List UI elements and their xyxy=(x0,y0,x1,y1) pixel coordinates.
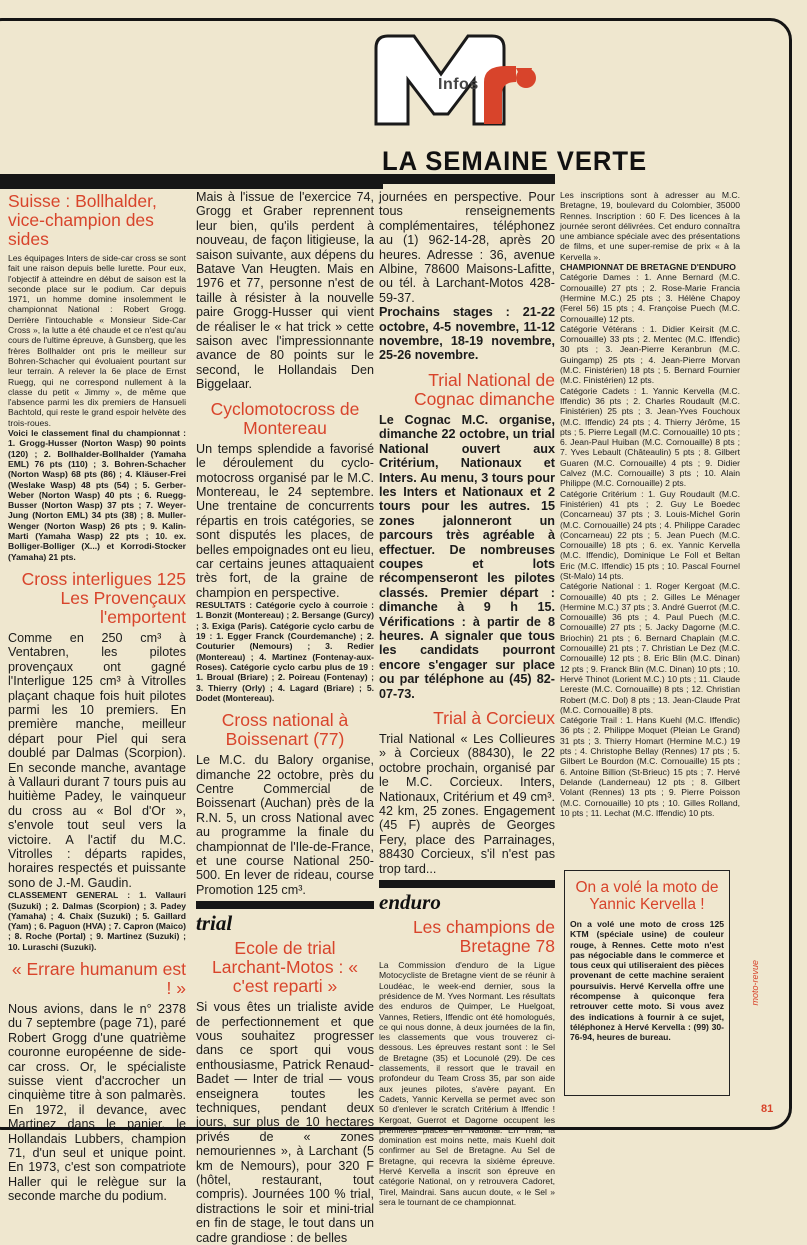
section-heading: enduro xyxy=(379,880,555,915)
results-trail: Catégorie Trail : 1. Hans Kuehl (M.C. Iffendic) 36 pts ; 2. Philippe Moquet (Pleian Le Grand) 31 pts ; 3. Thierry Homart (Hermine M.C.) 19 pts ; 4. Christophe Bellay (Rennes) 17 pts ; 5. Gilbert Le Bourdon (M.C. Cornouaille) 15 pts ; 6. Antoine Billion (St-Brieuc) 15 pts ; 7. Hervé Delande (Landerneau) 12 pts ; 8. Gilbert Volant (Rennes) 13 pts ; 9. Pierre Poisson (M.C. Cornouaille) 10 pts ; 10. Gilles Rolland, 10 pts ; 11. Lechat (M.C. Iffendic) 10 pts. xyxy=(560,715,740,818)
championship-title: CHAMPIONNAT DE BRETAGNE D'ENDURO xyxy=(560,262,736,273)
column-1 xyxy=(8,190,186,1204)
article-title: Suisse : Bollhalder, vice-champion des sides xyxy=(8,191,157,249)
results-list: CLASSEMENT GENERAL : 1. Vallauri (Suzuki) ; 2. Dalmas (Scorpion) ; 3. Padey (Yamaha) ; 4. Chaix (Suzuki) ; 5. Gaillard (Yam) ; 6. Paguon (HVA) ; 7. Capron (Maico) ; 8. Roche (Portal) ; 9. Martinez (Suzuki) ; 10. Luraschi (Suzuki). xyxy=(8,890,186,952)
page-number: 81 xyxy=(761,1103,774,1115)
article-title: Les champions de Bretagne 78 xyxy=(412,917,555,957)
results-cadets: Catégorie Cadets : 1. Yannic Kervella (M.C. Iffendic) 36 pts ; 2. Charles Roudault (M.C. Finistérien) 25 pts ; 3. Jean-Yves Fouchoux (M.C. Iffendic) 24 pts ; 4. Thierry Jérôme, 15 pts ; 5. Pierre Legall (M.C. Cornouaille) 10 pts ; 6. Jean-Paul Huiban (M.C. Cornouaille) 8 pts ; 7. Yves Lebault (Châteaulin) 5 pts ; 8. Gilbert Guaren (M.C. Cornouaille) 4 pts ; 9. Didier Calvez (M.C. Cornouaille) 3 pts ; 10. Alain Philippe (M.C. Cornouaille) 2 pts. xyxy=(560,385,740,489)
box-title: On a volé la moto de Yannic Kervella ! xyxy=(575,879,719,913)
article-title: Trial National de Cognac dimanche xyxy=(413,369,555,409)
stolen-bike-box xyxy=(564,870,730,1096)
stage-dates: Prochains stages : 21-22 octobre, 4-5 novembre, 11-12 novembre, 18-19 novembre, 25-26 novembre. xyxy=(379,305,555,363)
column-4 xyxy=(560,190,740,818)
article-title: Ecole de trial Larchant-Motos : « c'est reparti » xyxy=(212,938,358,997)
article-body: Comme en 250 cm³ à Ventabren, les pilotes provençaux ont gagné l'Interligue 125 cm³ à Vitrolles plaçant chaque fois huit pilotes parmi les 10 premiers. En première manche, meilleur départ pour Piel qui sera doublé par Dalmas (Scorpion). En seconde manche, avantage à Vallauri durant 7 tours puis au huitième Padey, le vainqueur du cross au « Bol d'Or », s'envole tout seul vers la victoire. A l'actif du M.C. Vitrolles : départs rapides, horaires respectés et puissante sono de J.-M. Gaudin. xyxy=(8,630,186,890)
article-title: « Errare humanum est ! » xyxy=(11,959,186,998)
article-body: La Commission d'enduro de la Ligue Motocycliste de Bretagne vient de se réunir à Loudéac, le week-end dernier, sous la présidence de M. Yves Normant. Les résultats des enduros de Quimper, Le Huelgoat, Vannes, Retiers, Iffendic ont été homologués, ce qui nous donne, à deux journées de la fin, les classements que vous trouverez ci-dessous. Les épreuves restant sont : le Sel de Bretagne (35) et Locunolé (29). De ces classements, il ressort que le travail en profondeur du Team Cross 35, par son aide aux jeunes pilotes, s'avère payant. En Cadets, Yannic Kervella se permet avec son 50 d'enlever le scratch Critérium à Iffendic ! Kergoat, Guerrot et Dagorne occupent les premières places en National. En Trail, la domination est moins nette, mais Kuehl doit confirmer au Sel de Bretagne. Au Sel de Bretagne, qui recevra la sixième épreuve. Hervé Kervella a inscrit son épreuve en catégorie National, on y retrouvera Cadoret, Tirel, Maindrai. Sans aucun doute, « le Sel » sera le tournant de ce championnat. xyxy=(379,960,555,1207)
article-title: Cyclomotocross de Montereau xyxy=(210,398,360,438)
section-bar xyxy=(0,174,383,189)
article-body: Le Cognac M.C. organise, dimanche 22 octobre, un trial National ouvert aux Critérium, Nationaux et Inters. Au menu, 3 tours pour les Inters et Nationaux et 2 tours pour les autres. 15 zones jalonneront un parcours très agréable à effectuer. De nombreuses coupes et lots récompenseront les pilotes classés. Premier départ : dimanche à 9 h 15. Vérifications : à partir de 8 heures. A signaler que tous les candidats pourront encore s'engager sur place ou par téléphone au (45) 82-07-73. xyxy=(379,412,555,701)
section-heading: trial xyxy=(196,901,374,936)
article-title: Trial à Corcieux xyxy=(433,708,555,728)
results-veterans: Catégorie Vétérans : 1. Didier Keirsit (M.C. Cornouaille) 33 pts ; 2. Mentec (M.C. Iffendic) 30 pts ; 3. Jean-Pierre Keranbrun (M.C. Guingamp) 25 pts ; 4. Jean-Pierre Morvan (M.C. Finistérien) 18 pts ; 5. Bernard Fournier (M.C. Finistérien) 12 pts. xyxy=(560,323,740,386)
article-body: journées en perspective. Pour tous renseignements complémentaires, téléphonez au (1) 962-14-28, après 20 heures. Adresse : 36, avenue Albine, 78600 Maisons-Lafitte, ou tél. à Larchant-Motos 428-59-37. xyxy=(379,190,555,305)
results-list: Voici le classement final du championnat : 1. Grogg-Husser (Norton Wasp) 90 points (120) ; 2. Bollhalder-Bollhalder (Yamaha EML) 76 pts (110) ; 3. Bohren-Schacher (Norton Wasp) 68 pts (86) ; 4. Kläuser-Frei (Weslake Wasp) 48 pts (54) ; 5. Gerber-Weber (Norton Wasp) 40 pts ; 6. Ruegg-Busser (Norton Wasp) 37 pts ; 7. Weyer-Jung (Norton EML) 34 pts (38) ; 8. Muller-Wenger (Norton Wasp) 26 pts ; 9. Kalin-Marti (Yamaha Wasp) 22 pts ; 10. ex. Bolliger-Bolliger (X...) et Korrodi-Stocker (Yamaha) 21 pts. xyxy=(8,428,186,562)
article-title: Cross national à Boissenart (77) xyxy=(221,710,349,750)
article-body: Les inscriptions sont à adresser au M.C. Bretagne, 19, boulevard du Colombier, 35000 Rennes. Inscription : 60 F. Des licences à la journée seront délivrées. Cet enduro connaîtra une ambiance spéciale avec des présentations de films, et une super-remise de prix « à la Kervella ». xyxy=(560,190,740,262)
article-title: Cross interligues 125 Les Provençaux l'emportent xyxy=(21,568,186,627)
infos-label: Infos xyxy=(438,76,479,93)
results-criterium: Catégorie Critérium : 1. Guy Roudault (M.C. Finistérien) 41 pts ; 2. Guy Le Boedec (Concarneau) 37 pts ; 3. Louis-Michel Gorin (M.C. Cornouaille) 24 pts ; 4. Philippe Caradec (Concarneau) 22 pts ; 5. Jean Puech (M.C. Cornouaille) 18 pts ; 6. ex. Yannic Kervella (M.C. Iffendic), Dominique Le Foll et Beltan Eric (M.C. Iffendic) 15 pts ; 10. Pascal Fournel (St-Malo) 14 pts. xyxy=(560,488,740,581)
results-dames: Catégorie Dames : 1. Anne Bernard (M.C. Cornouaille) 27 pts ; 2. Rose-Marie Francia (Hermine M.C.) 25 pts ; 3. Hélène Chapoy (Ferel 56) 15 pts ; 4. Françoise Puech (M.C. Cornouaille) 12 pts. xyxy=(560,272,740,324)
article-body: Nous avions, dans le n° 2378 du 7 septembre (page 71), paré Robert Grogg d'une quatrième couronne européenne de side-car cross. Or, le spécialiste suisse vient d'accrocher un cinquième titre à son palmarès. En 1972, il devance, avec Martinez dans le panier, le Hollandais Lubbers, champion 71, d'un seul et unique point. En 1973, c'est son compatriote Haller qui le relègue sur la seconde marche du podium. xyxy=(8,1002,186,1204)
column-3 xyxy=(379,190,555,1207)
article-body: Mais à l'issue de l'exercice 74, Grogg et Graber reprennent leur bien, qu'ils perdent à nouveau, de façon litigieuse, la saison suivante, aux dépens du Batave Van Heugten. Mais en 1976 et 77, personne n'est de taille à résister à la nouvelle paire Grogg-Husser qui vient de réaliser le « hat trick » cette saison avec l'impressionnante avance de 80 points sur le second, le Hollandais Den Biggelaar. xyxy=(196,190,374,392)
article-body: Trial National « Les Collieures » à Corcieux (88430), le 22 octobre prochain, organisé par le M.C. Corcieux. Inters, Nationaux, Critérium et 49 cm³. 42 km, 25 zones. Engagement (45 F) auprès de Georges Fery, place des Parrainages, 88430 Corcieux, s'il n'est pas trop tard... xyxy=(379,732,555,876)
results-list: RESULTATS : Catégorie cyclo à courroie : 1. Bonzit (Montereau) ; 2. Bersange (Gurcy) ; 3. Exiga (Paris). Catégorie cyclo carbu de 19 : 1. Egger Franck (Courdemanche) ; 2. Couturier (Nemours) ; 3. Redier (Montereau) ; 4. Martinez (Fontenay-aux-Roses). Catégorie cyclo carbu plus de 19 : 1. Broual (Briare) ; 2. Poireau (Fontenay) ; 3. Thierry (Orly) ; 4. Lagard (Briare) ; 5. Dodet (Montereau). xyxy=(196,600,374,703)
page-headline: LA SEMAINE VERTE xyxy=(382,146,648,176)
article-body: Le M.C. du Balory organise, dimanche 22 octobre, près du Centre Commercial de Boissenart (Auchan) près de la R.N. 5, un cross National avec au programme la finale du championnat de l'Ile-de-France, et une course National 250-500. En lever de rideau, course Promotion 125 cm³. xyxy=(196,753,374,897)
article-body: Un temps splendide a favorisé le déroulement du cyclo-motocross organisé par le M.C. Montereau, le 24 septembre. Une trentaine de concurrents répartis en trois catégories, se sont disputés les places, de belles empoignades ont eu lieu, car certains jeunes attaquaient très fort, de la graine de champion en perspective. xyxy=(196,441,374,600)
column-2 xyxy=(196,190,374,1245)
article-body: Si vous êtes un trialiste avide de perfectionnement et que vous souhaitez progresser dans ce sport qui vous enthousiasme, Patrick Renaud-Badet — Inter de trial — vous enseignera toutes les techniques, pendant deux jours, sur plus de 10 hectares privés de « zones nemouriennes », à Larchant (5 km de Nemours), pour 320 F (hôtel, restaurant, tout compris). Journées 100 % trial, distractions le soir et mini-trial en fin de stage, le tout dans un cadre grandiose : de belles xyxy=(196,1000,374,1245)
magazine-name: moto-revue xyxy=(750,960,760,1006)
box-body: On a volé une moto de cross 125 KTM (spéciale usine) de couleur rouge, à Rennes. Cette moto n'est pas négociable dans le commerce et tous ceux qui utiliseraient des pièces provenant de cette machine seraient poursuivis. Hervé Kervella offre une récompense à quiconque fera retrouver cette moto. Si vous avez des indications à fournir à ce sujet, téléphonez à Hervé Kervella : (99) 30-76-94, heures de bureau. xyxy=(570,919,724,1043)
article-body: Les équipages Inters de side-car cross se sont fait une raison depuis belle lurette. Pour eux, l'objectif à atteindre en début de saison est la seconde place sur le podium. Car depuis 1971, un homme domine insolemment le championnat National : Robert Grogg. Derrière l'intouchable « Monsieur Side-Car Cross », la lutte a été chaude et ce n'est qu'au cours de l'ultime épreuve, à Gunsberg, que les frères Bollhalder ont pris le meilleur sur Bohren-Schacher qui évoluaient pourtant sur leur terrain. A relever la 6e place de Ernst Ruegg, qui ne correspond nullement à la classe du petit « Jimmy », de même que l'absence parmi les dix premiers de Hansueli Bachtold, qui reste le grand espoir helvète des trois-roues. xyxy=(8,253,186,428)
results-national: Catégorie National : 1. Roger Kergoat (M.C. Cornouaille) 40 pts ; 2. Gilles Le Ménager (Hermine M.C.) 37 pts ; 3. André Guerrot (M.C. Cornouaille) 36 pts ; 4. Paul Puech (M.C. Cornouaille) 27 pts ; 5. Jacky Dagorne (M.C. Briochin) 21 pts ; 6. Bernard Chaplain (M.C. Cornouaille) 21 pts ; 7. Christian Le Dez (M.C. Cornouaille) 12 pts ; 8. Eric Blin (M.C. Dinan) 12 pts ; 9. Franck Blin (M.C. Dinan) 10 pts ; 10. Hervé Thinot (Lorient M.C.) 10 pts ; 11. Claude Lereste (M.C. Cornouaille) 8 pts ; 12. Christian Robert (M.C. Dol) 8 pts ; 13. Jean-Claude Prat (M.C. Cornouaille) 8 pts. xyxy=(560,581,740,715)
